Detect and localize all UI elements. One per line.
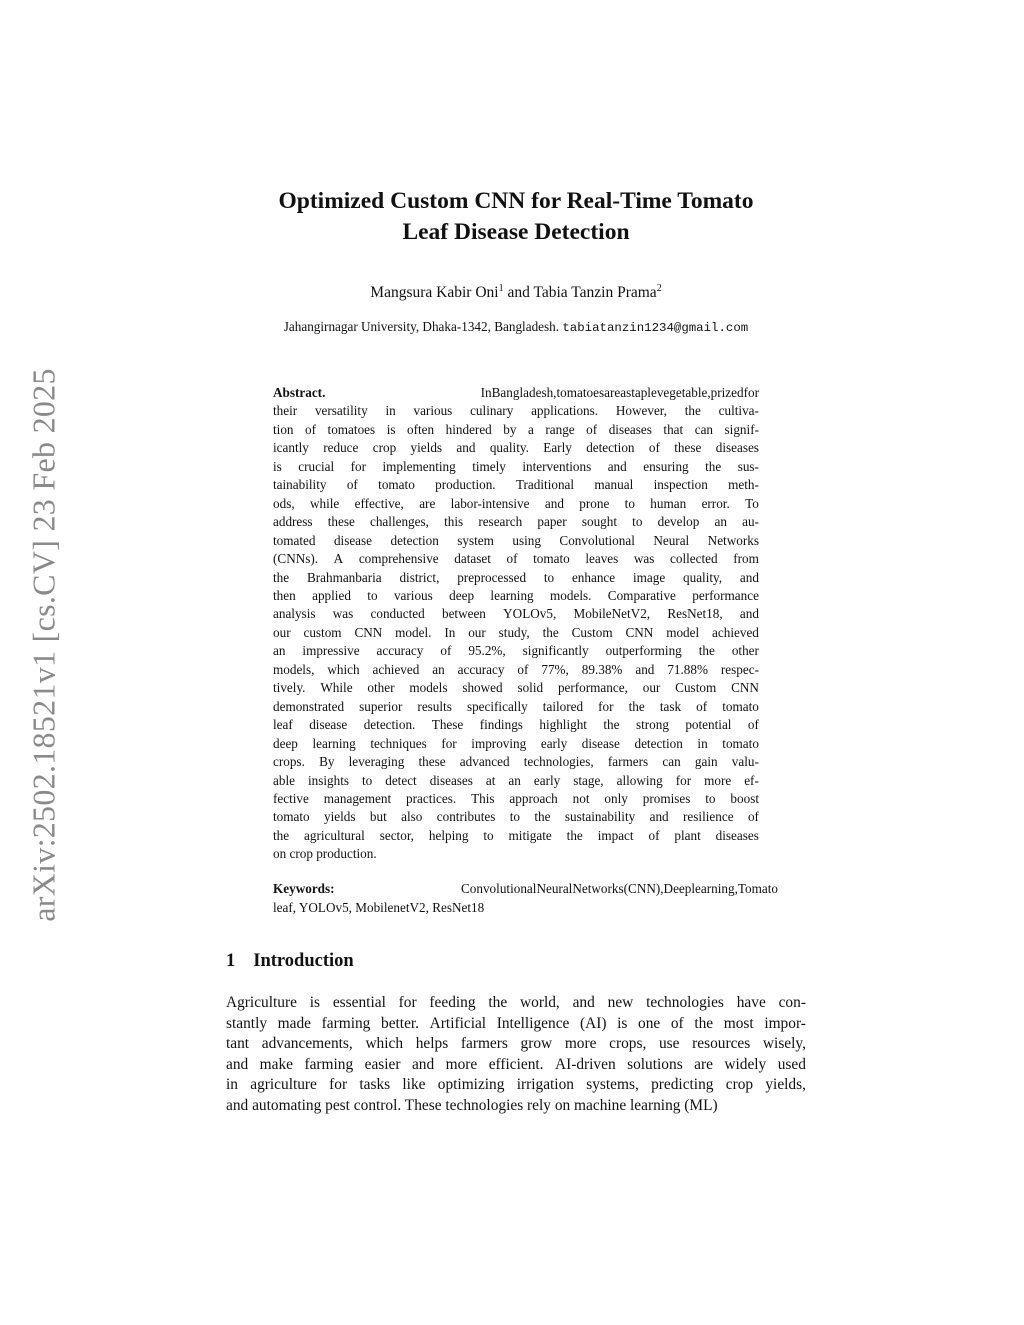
introduction-line: stantly made farming better. Artificial Intelligence (AI) is one of the most impor- <box>226 1014 806 1032</box>
abstract-line: leaf disease detection. These findings highlight the strong potential of <box>273 717 759 733</box>
abstract-line: models, which achieved an accuracy of 77%, 89.38% and 71.88% respec- <box>273 661 759 677</box>
author-connector: and <box>507 284 530 302</box>
abstract-line: tainability of tomato production. Traditional manual inspection meth- <box>273 477 759 493</box>
author-affiliation-mark: 1 <box>498 283 504 294</box>
keywords <box>273 880 778 917</box>
abstract-line: their versatility in various culinary applications. However, the cultiva- <box>273 403 759 419</box>
abstract-line: icantly reduce crop yields and quality. Early detection of these diseases <box>273 440 759 456</box>
section-title: Introduction <box>253 951 354 971</box>
abstract-label: Abstract. <box>273 385 326 400</box>
abstract-line <box>273 384 759 402</box>
introduction-line: tant advancements, which helps farmers grow more crops, use resources wisely, <box>226 1035 806 1052</box>
section-number: 1 <box>226 951 236 971</box>
abstract-line: deep learning techniques for improving early disease detection in tomato <box>273 735 759 751</box>
abstract-line: our custom CNN model. In our study, the Custom CNN model achieved <box>273 624 759 640</box>
abstract-line-text: In Bangladesh, tomatoes are a staple vegetable, prized for <box>480 385 759 400</box>
keywords-line-text: leaf, YOLOv5, MobilenetV2, ResNet18 <box>273 899 485 915</box>
paper-title <box>226 186 806 248</box>
abstract-line: is crucial for implementing timely interventions and ensuring the sus- <box>273 458 759 474</box>
abstract-line: tively. While other models showed solid performance, our Custom CNN <box>273 680 759 696</box>
abstract-line: ods, while effective, are labor-intensive and prone to human error. To <box>273 495 759 511</box>
keywords-line <box>273 899 778 918</box>
arxiv-identifier: arXiv:2502.18521v1 [cs.CV] 23 Feb 2025 <box>25 368 62 922</box>
abstract-line: analysis was conducted between YOLOv5, MobileNetV2, ResNet18, and <box>273 606 759 622</box>
keywords-label: Keywords: <box>273 881 335 896</box>
introduction-line: and automating pest control. These technologies rely on machine learning (ML) <box>226 1096 718 1114</box>
keywords-line-text: Convolutional Neural Networks (CNN),Deep learning, Tomato <box>460 881 778 896</box>
abstract-line: an impressive accuracy of 95.2%, significantly outperforming the other <box>273 643 759 659</box>
abstract-line: on crop production. <box>273 846 377 862</box>
abstract <box>273 384 759 864</box>
introduction-line: in agriculture for tasks like optimizing irrigation systems, predicting crop yields, <box>226 1076 806 1093</box>
abstract-line: the agricultural sector, helping to mitigate the impact of plant diseases <box>273 827 759 843</box>
abstract-body <box>273 402 759 863</box>
author-affiliation-mark: 2 <box>656 283 662 294</box>
author-name: Mangsura Kabir Oni <box>370 284 499 302</box>
abstract-line: address these challenges, this research paper sought to develop an au- <box>273 514 759 530</box>
abstract-line: tomato yields but also contributes to the sustainability and resilience of <box>273 809 759 825</box>
affiliation-text: Jahangirnagar University, Dhaka-1342, Bangladesh. <box>283 319 560 334</box>
abstract-line: able insights to detect diseases at an early stage, allowing for more ef- <box>273 772 759 788</box>
introduction-line: and make farming easier and more efficient. AI-driven solutions are widely used <box>226 1055 806 1073</box>
abstract-line: then applied to various deep learning models. Comparative performance <box>273 587 759 603</box>
contact-email[interactable]: tabiatanzin1234@gmail.com <box>562 321 749 335</box>
author-list <box>226 283 806 302</box>
abstract-line: crops. By leveraging these advanced technologies, farmers can gain valu- <box>273 754 759 770</box>
abstract-line: tion of tomatoes is often hindered by a range of diseases that can signif- <box>273 421 759 437</box>
paper-title-line: Optimized Custom CNN for Real-Time Tomato <box>278 188 754 214</box>
abstract-line: tomated disease detection system using Convolutional Neural Networks <box>273 532 759 548</box>
abstract-line: (CNNs). A comprehensive dataset of tomato leaves was collected from <box>273 551 759 567</box>
keywords-line <box>273 880 778 899</box>
author-name: Tabia Tanzin Prama <box>533 284 657 302</box>
paper-title-line: Leaf Disease Detection <box>402 219 630 245</box>
affiliation <box>200 319 832 335</box>
introduction-line: Agriculture is essential for feeding the world, and new technologies have con- <box>226 994 806 1011</box>
abstract-line: fective management practices. This approach not only promises to boost <box>273 790 759 806</box>
abstract-line: demonstrated superior results specifically tailored for the task of tomato <box>273 698 759 714</box>
introduction-body <box>226 993 806 1116</box>
section-heading <box>226 951 354 972</box>
abstract-line: the Brahmanbaria district, preprocessed to enhance image quality, and <box>273 569 759 585</box>
